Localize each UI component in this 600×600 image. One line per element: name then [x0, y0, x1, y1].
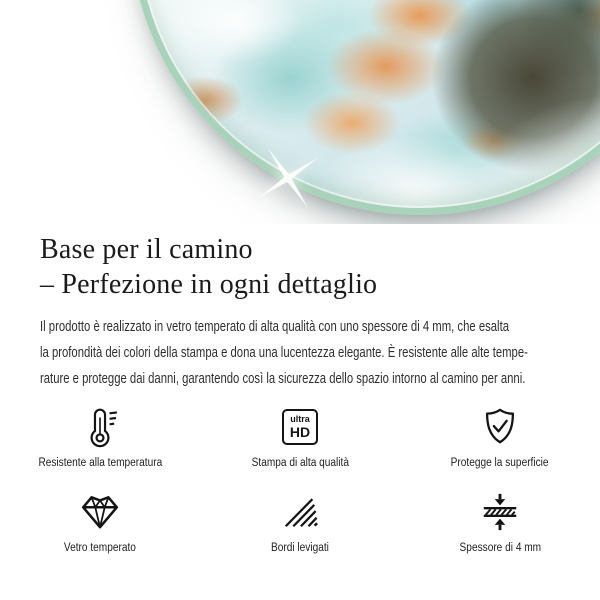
feature-temperature — [0, 402, 200, 471]
feature-polished-edges — [200, 487, 400, 556]
polished-edges-icon — [281, 493, 319, 531]
feature-grid — [0, 402, 600, 556]
feature-label: Vetro temperato — [63, 542, 136, 554]
ultra-hd-icon-text-bottom: HD — [289, 424, 311, 440]
feature-label: Protegge la superficie — [451, 457, 549, 469]
thermometer-icon — [79, 404, 121, 451]
feature-icon-box — [479, 402, 521, 452]
feature-label: Stampa di alta qualità — [251, 457, 349, 469]
description-line-3: rature e protegge dai danni, garantendo così la sicurezza dello spazio intorno al camino per anni. — [40, 371, 526, 387]
feature-tempered-glass — [0, 487, 200, 556]
title-line-1: Base per il camino — [40, 234, 253, 265]
feature-icon-box — [479, 487, 521, 537]
feature-surface-protection — [400, 402, 600, 471]
feature-thickness — [400, 487, 600, 556]
description-line-2: la profondità dei colori della stampa e dona una lucentezza elegante. È resistente alle alte tempe- — [40, 345, 528, 361]
feature-icon-box — [282, 402, 318, 452]
feature-icon-box — [281, 487, 319, 537]
feature-label: Resistente alla temperatura — [38, 457, 162, 469]
glass-panel-image — [130, 0, 600, 215]
product-description-section — [0, 232, 600, 392]
title-line-2: – Perfezione in ogni dettaglio — [40, 269, 378, 300]
feature-label: Spessore di 4 mm — [459, 542, 541, 554]
product-photo — [0, 0, 600, 224]
thickness-compress-icon — [479, 491, 521, 533]
shield-check-icon — [479, 406, 521, 448]
feature-label: Bordi levigati — [271, 542, 329, 554]
feature-print-quality — [200, 402, 400, 471]
description-line-1: Il prodotto è realizzato in vetro temperato di alta qualità con uno spessore di 4 mm, che esalta — [40, 319, 509, 335]
product-description — [40, 314, 560, 392]
page-title — [40, 232, 560, 302]
ultra-hd-icon-text-top: ultra — [290, 414, 310, 424]
feature-icon-box — [79, 487, 121, 537]
ultra-hd-icon — [282, 409, 318, 445]
feature-icon-box — [79, 402, 121, 452]
diamond-icon — [79, 491, 121, 533]
